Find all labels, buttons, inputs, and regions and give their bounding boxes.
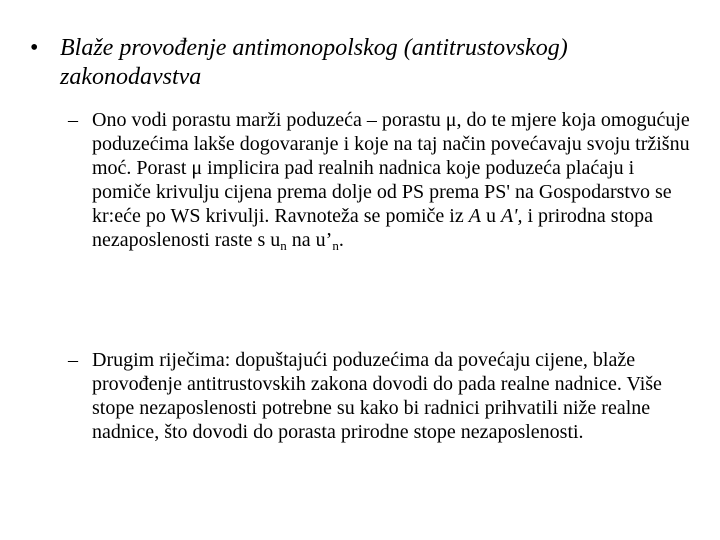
sub-bullet-1-part1: Ono vodi porastu marži poduzeća – porastu μ, do te mjere koja omogućuje poduzećima lakše dogovaranje i koje na taj način povećavaju svoju tržišnu moć. Porast μ implicira pad realnih nadnica koje poduzeća plaćaju i pomiče krivulju cijena prema dolje od PS prema PS' na Gospodarstvo se kr:eće po WS krivulji. Ravnoteža se pomiče iz — [92, 109, 690, 227]
subscript-n-2: n — [332, 238, 339, 253]
sub-bullet-1-part4: na u’ — [286, 229, 333, 251]
main-bullet — [30, 34, 690, 92]
point-a: A — [468, 205, 481, 227]
sub-bullet-2 — [68, 348, 698, 444]
bullet-marker: • — [30, 35, 39, 61]
sub-bullet-1-part2: u — [480, 205, 501, 227]
main-bullet-text: Blaže provođenje antimonopolskog (antitrustovskog) zakonodavstva — [60, 35, 568, 90]
sub-bullet-2-text: Drugim riječima: dopuštajući poduzećima da povećaju cijene, blaže provođenje antitrustovskih zakona dovodi do pada realne nadnice. Više stope nezaposlenosti potrebne su kako bi radnici prihvatili niže realne nadnice, što dovodi do porasta prirodne stope nezaposlenosti. — [92, 349, 662, 443]
sub-bullet-1 — [68, 108, 698, 252]
sub-bullet-1-text — [92, 108, 698, 252]
dash-marker: – — [68, 109, 78, 131]
subscript-n-1: n — [280, 238, 287, 253]
dash-marker: – — [68, 349, 78, 371]
point-a-prime: A', — [500, 205, 523, 227]
sub-bullet-1-part5: . — [338, 229, 344, 251]
sub-bullet-1-part3: i prirodna stopa nezaposlenosti raste s u — [92, 205, 653, 251]
